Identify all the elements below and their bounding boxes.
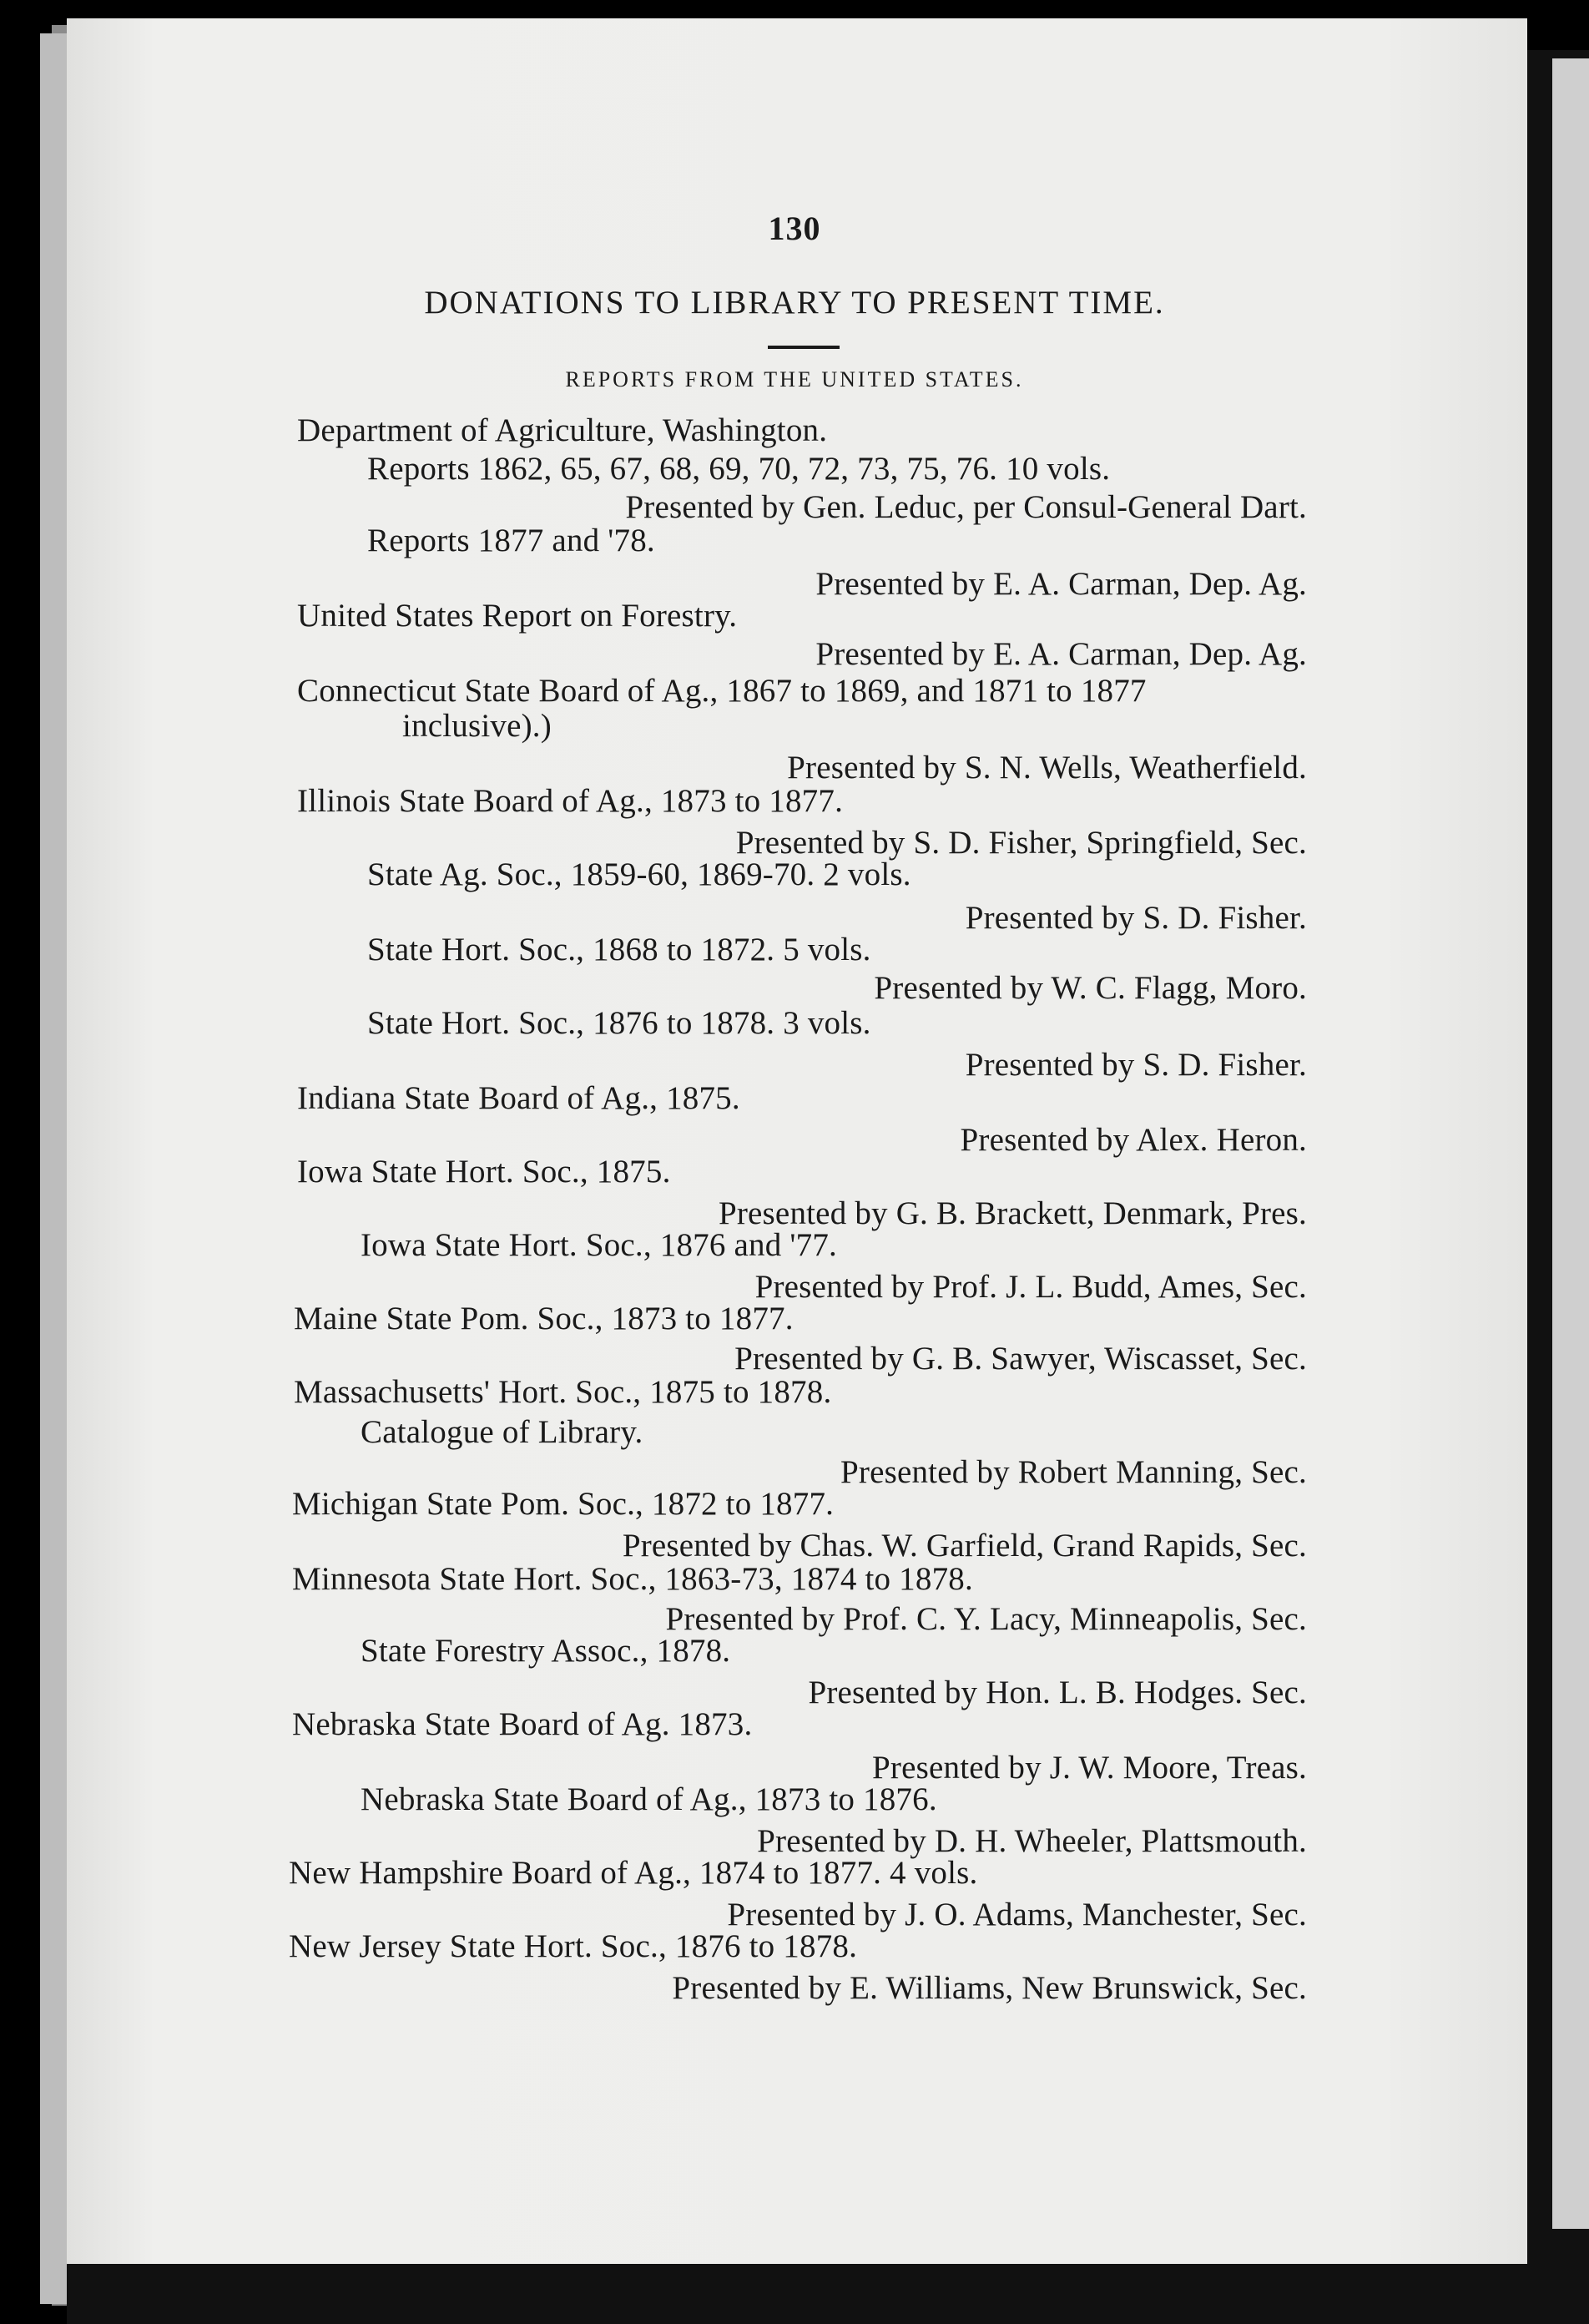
entry-line: State Forestry Assoc., 1878. bbox=[361, 1633, 731, 1669]
presented-by-line: Presented by J. O. Adams, Manchester, Sec. bbox=[727, 1897, 1307, 1932]
entry-line: Iowa State Hort. Soc., 1876 and '77. bbox=[361, 1227, 837, 1263]
entry-line: Nebraska State Board of Ag. 1873. bbox=[292, 1706, 753, 1742]
presented-by-line: Presented by E. Williams, New Brunswick, Sec. bbox=[672, 1970, 1307, 2006]
entry-line: State Hort. Soc., 1876 to 1878. 3 vols. bbox=[367, 1005, 871, 1041]
presented-by-line: Presented by Gen. Leduc, per Consul-General Dart. bbox=[625, 489, 1307, 525]
presented-by-line: Presented by Alex. Heron. bbox=[960, 1122, 1307, 1158]
entry-line: Reports 1877 and '78. bbox=[367, 523, 655, 558]
presented-by-line: Presented by Chas. W. Garfield, Grand Rapids, Sec. bbox=[622, 1528, 1307, 1564]
entry-line: Catalogue of Library. bbox=[361, 1414, 643, 1450]
entry-line: Reports 1862, 65, 67, 68, 69, 70, 72, 73, 75, 76. 10 vols. bbox=[367, 451, 1111, 487]
entry-line: Minnesota State Hort. Soc., 1863-73, 1874 to 1878. bbox=[292, 1561, 973, 1597]
entry-line: Indiana State Board of Ag., 1875. bbox=[297, 1080, 740, 1116]
presented-by-line: Presented by Robert Manning, Sec. bbox=[840, 1454, 1307, 1490]
entry-line: Illinois State Board of Ag., 1873 to 1877. bbox=[297, 783, 844, 819]
presented-by-line: Presented by Prof. C. Y. Lacy, Minneapolis, Sec. bbox=[665, 1601, 1307, 1637]
entry-line: New Jersey State Hort. Soc., 1876 to 1878. bbox=[289, 1928, 858, 1964]
entry-line: State Hort. Soc., 1868 to 1872. 5 vols. bbox=[367, 932, 871, 967]
scan-border bbox=[67, 2264, 1536, 2324]
presented-by-line: Presented by S. N. Wells, Weatherfield. bbox=[787, 750, 1307, 786]
entry-line: Nebraska State Board of Ag., 1873 to 1876. bbox=[361, 1781, 937, 1817]
entry-line: United States Report on Forestry. bbox=[297, 598, 738, 634]
presented-by-line: Presented by S. D. Fisher. bbox=[965, 900, 1307, 936]
presented-by-line: Presented by D. H. Wheeler, Plattsmouth. bbox=[757, 1823, 1307, 1859]
presented-by-line: Presented by J. W. Moore, Treas. bbox=[872, 1750, 1307, 1786]
presented-by-line: Presented by W. C. Flagg, Moro. bbox=[874, 970, 1307, 1006]
entry-line: Massachusetts' Hort. Soc., 1875 to 1878. bbox=[294, 1374, 832, 1410]
entry-line: New Hampshire Board of Ag., 1874 to 1877. 4 vols. bbox=[289, 1855, 978, 1891]
page-number: 130 bbox=[768, 210, 821, 247]
presented-by-line: Presented by Prof. J. L. Budd, Ames, Sec. bbox=[754, 1269, 1307, 1305]
entry-line: inclusive).) bbox=[402, 708, 552, 744]
section-subtitle: REPORTS FROM THE UNITED STATES. bbox=[565, 367, 1024, 392]
presented-by-line: Presented by Hon. L. B. Hodges. Sec. bbox=[808, 1675, 1307, 1710]
entry-line: Iowa State Hort. Soc., 1875. bbox=[297, 1154, 671, 1190]
entry-line: Department of Agriculture, Washington. bbox=[297, 412, 828, 448]
entry-line: State Ag. Soc., 1859-60, 1869-70. 2 vols. bbox=[367, 856, 911, 892]
title-rule bbox=[768, 346, 840, 349]
entry-line: Michigan State Pom. Soc., 1872 to 1877. bbox=[292, 1486, 835, 1522]
presented-by-line: Presented by S. D. Fisher. bbox=[965, 1047, 1307, 1083]
presented-by-line: Presented by G. B. Sawyer, Wiscasset, Sec. bbox=[734, 1341, 1307, 1377]
entry-line: Maine State Pom. Soc., 1873 to 1877. bbox=[294, 1301, 794, 1336]
page-title: DONATIONS TO LIBRARY TO PRESENT TIME. bbox=[424, 285, 1165, 321]
presented-by-line: Presented by E. A. Carman, Dep. Ag. bbox=[815, 566, 1307, 602]
presented-by-line: Presented by E. A. Carman, Dep. Ag. bbox=[815, 636, 1307, 672]
presented-by-line: Presented by G. B. Brackett, Denmark, Pres. bbox=[718, 1195, 1307, 1231]
entry-line: Connecticut State Board of Ag., 1867 to 1869, and 1871 to 1877 bbox=[297, 673, 1147, 709]
presented-by-line: Presented by S. D. Fisher, Springfield, Sec. bbox=[735, 825, 1307, 861]
